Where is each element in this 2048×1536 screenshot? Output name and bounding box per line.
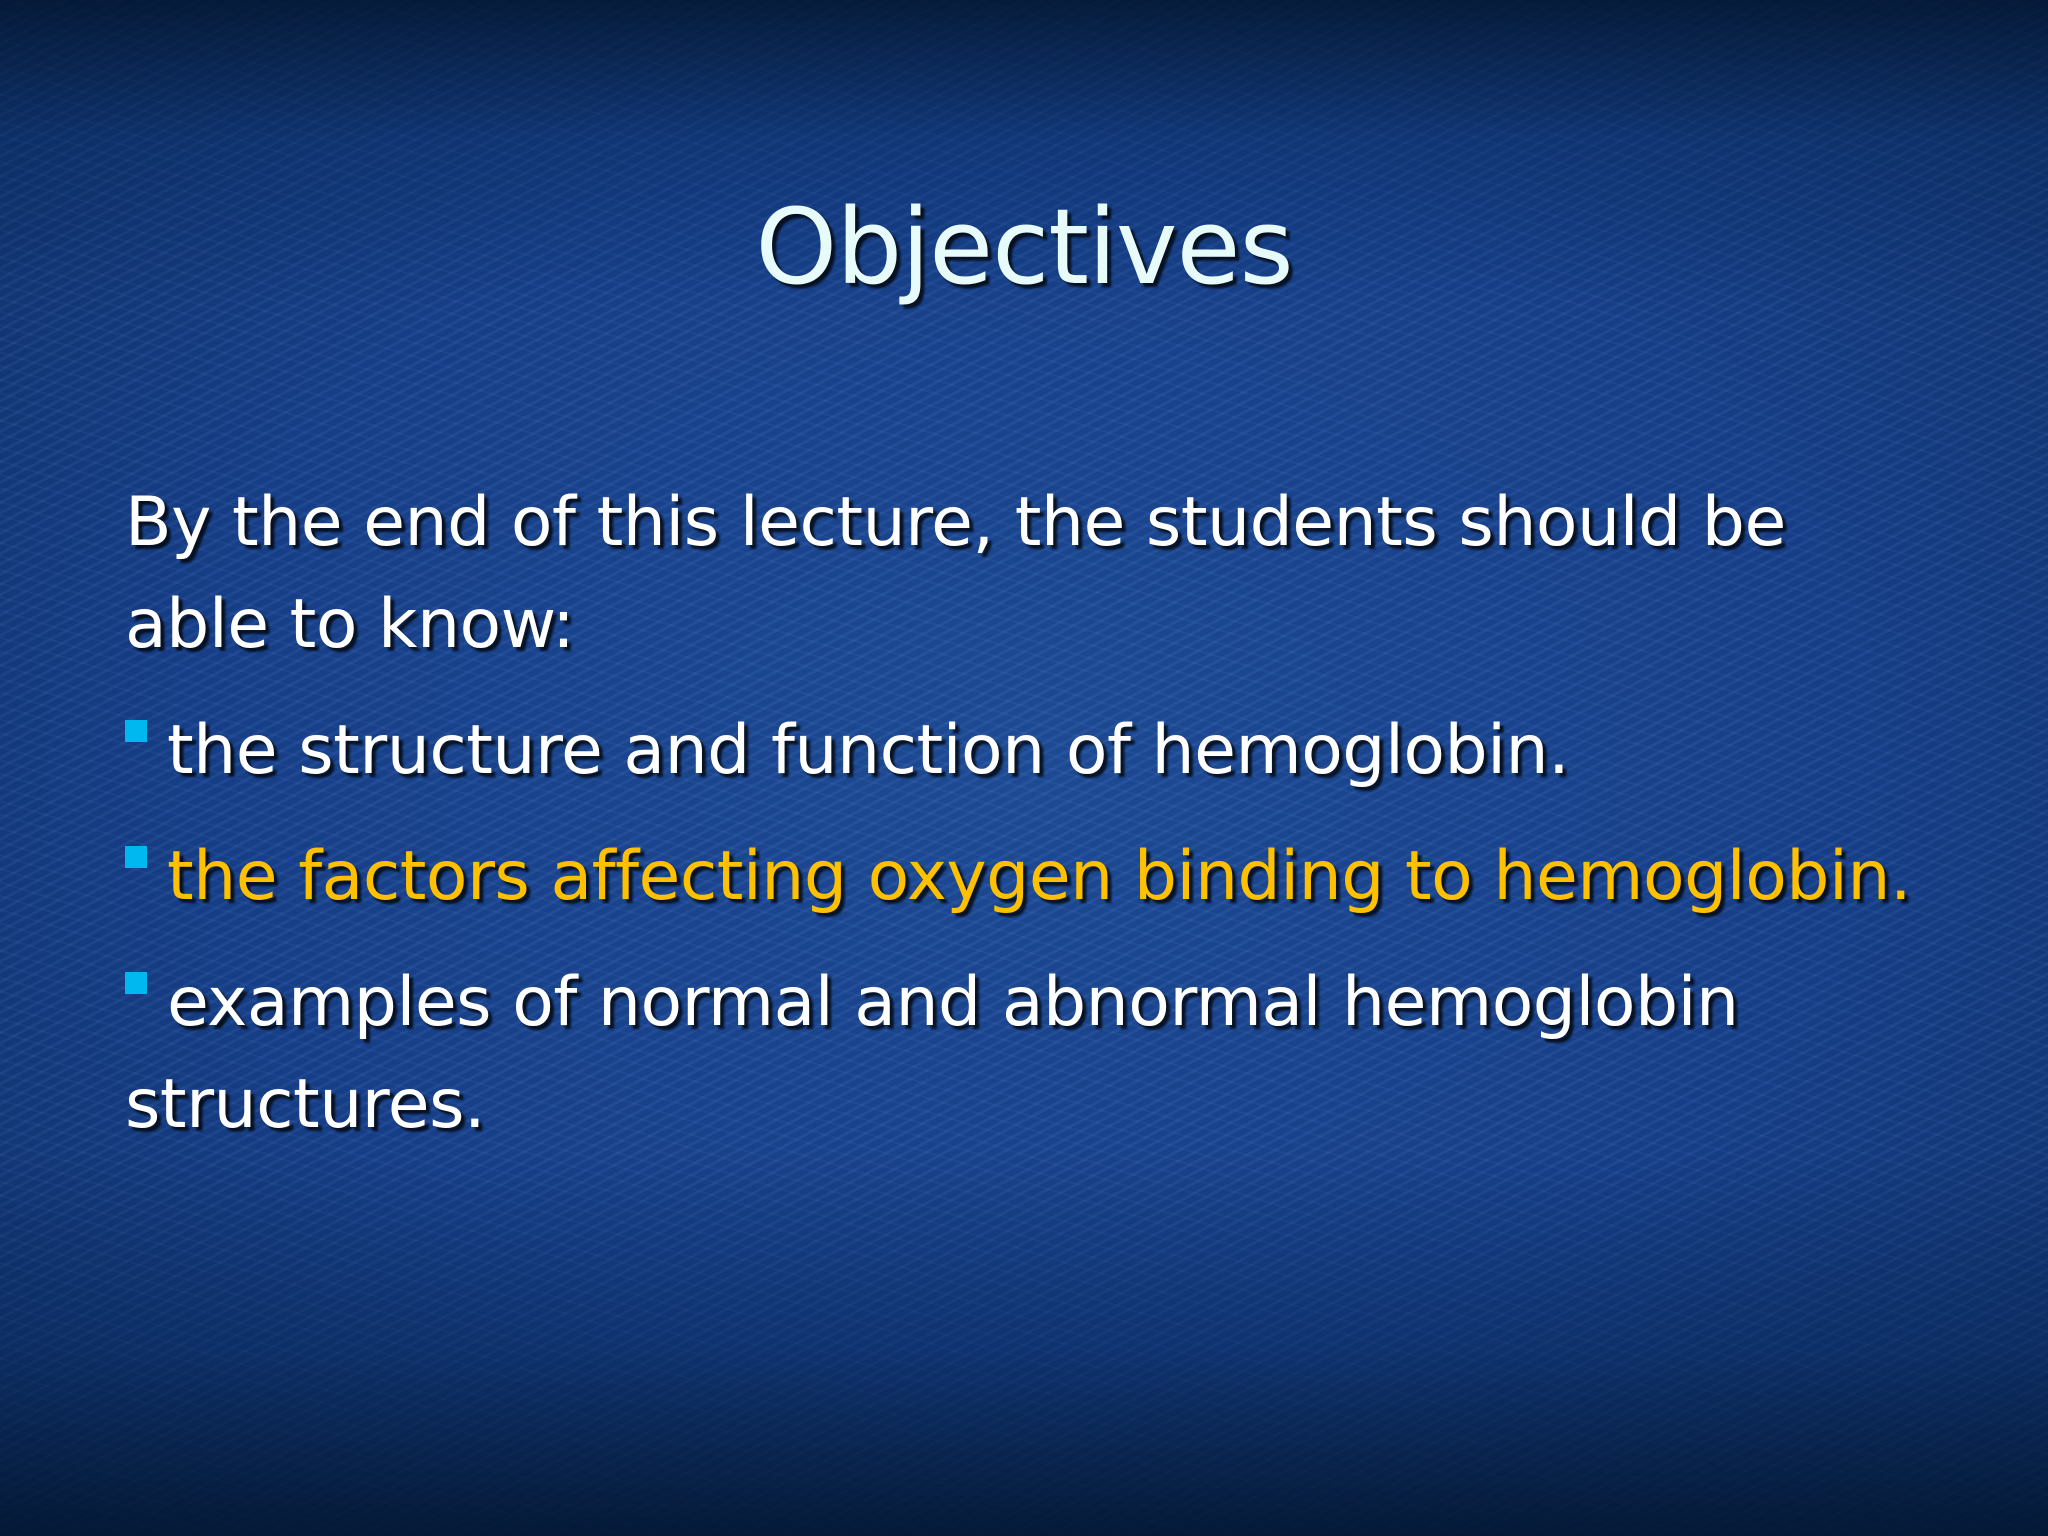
- bullet-text: the factors affecting oxygen binding to hemoglobin.: [167, 837, 1912, 916]
- bullet-item-structure-function: [125, 700, 1945, 802]
- bullet-text: examples of normal and abnormal hemoglobin structures.: [125, 963, 1739, 1144]
- square-bullet-icon: [125, 846, 147, 868]
- bullet-item-oxygen-binding-factors: [125, 826, 1945, 928]
- slide-title: Objectives: [755, 186, 1293, 308]
- square-bullet-icon: [125, 720, 147, 742]
- bullet-text: the structure and function of hemoglobin.: [167, 711, 1570, 790]
- slide-body: [125, 472, 1945, 1180]
- bullet-item-hemoglobin-examples: [125, 952, 1945, 1156]
- intro-text: By the end of this lecture, the students should be able to know:: [125, 483, 1786, 664]
- square-bullet-icon: [125, 972, 147, 994]
